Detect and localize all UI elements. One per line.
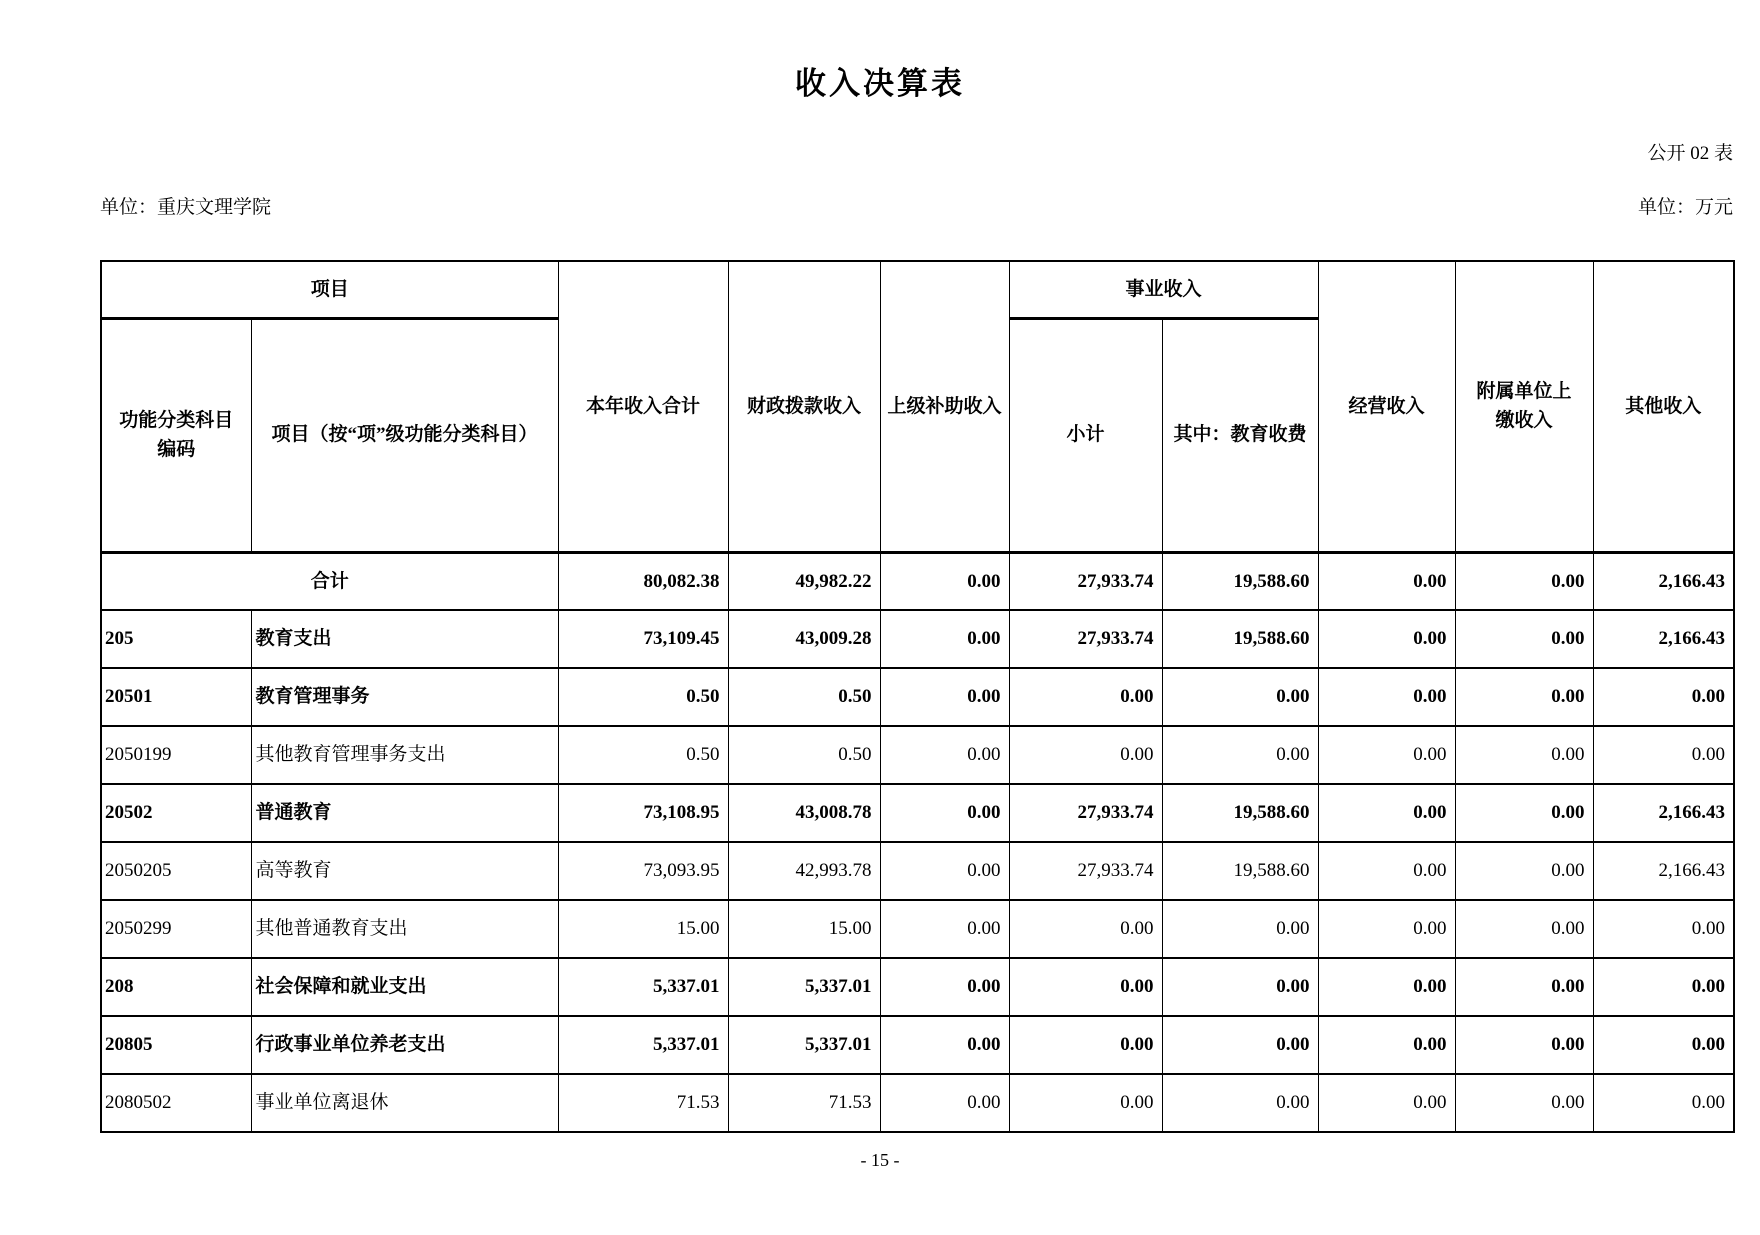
value-cell: 27,933.74 bbox=[1009, 610, 1162, 668]
value-cell: 0.00 bbox=[1455, 610, 1593, 668]
value-cell: 27,933.74 bbox=[1009, 842, 1162, 900]
function-code-cell: 2080502 bbox=[101, 1074, 251, 1132]
header-annual-income-total: 本年收入合计 bbox=[558, 261, 728, 552]
header-superior-subsidy-income: 上级补助收入 bbox=[880, 261, 1009, 552]
function-code-cell: 205 bbox=[101, 610, 251, 668]
value-cell: 0.00 bbox=[1455, 958, 1593, 1016]
value-cell: 0.00 bbox=[1593, 958, 1734, 1016]
value-cell: 0.50 bbox=[558, 668, 728, 726]
value-cell: 0.00 bbox=[1455, 784, 1593, 842]
value-cell: 0.50 bbox=[558, 726, 728, 784]
value-cell: 19,588.60 bbox=[1162, 784, 1318, 842]
value-cell: 0.00 bbox=[1318, 1016, 1455, 1074]
value-cell: 0.00 bbox=[880, 842, 1009, 900]
income-statement-table bbox=[100, 260, 1735, 1133]
function-code-cell: 20805 bbox=[101, 1016, 251, 1074]
value-cell: 0.00 bbox=[1455, 1016, 1593, 1074]
value-cell: 0.00 bbox=[1162, 726, 1318, 784]
value-cell: 0.00 bbox=[1009, 900, 1162, 958]
header-education-fees: 其中：教育收费 bbox=[1162, 318, 1318, 552]
header-operating-income: 经营收入 bbox=[1318, 261, 1455, 552]
value-cell: 42,993.78 bbox=[728, 842, 880, 900]
value-cell: 0.00 bbox=[1318, 958, 1455, 1016]
value-cell: 0.00 bbox=[880, 552, 1009, 610]
value-cell: 0.00 bbox=[880, 668, 1009, 726]
value-cell: 0.00 bbox=[1009, 1074, 1162, 1132]
table-row bbox=[101, 1016, 1734, 1074]
header-fiscal-allocation-income: 财政拨款收入 bbox=[728, 261, 880, 552]
table-row bbox=[101, 1074, 1734, 1132]
value-cell: 0.00 bbox=[1593, 726, 1734, 784]
value-cell: 0.00 bbox=[1593, 1016, 1734, 1074]
value-cell: 0.00 bbox=[880, 784, 1009, 842]
value-cell: 0.00 bbox=[880, 1016, 1009, 1074]
value-cell: 5,337.01 bbox=[558, 958, 728, 1016]
value-cell: 0.00 bbox=[1162, 1016, 1318, 1074]
item-name-cell: 教育管理事务 bbox=[251, 668, 558, 726]
value-cell: 0.00 bbox=[880, 958, 1009, 1016]
value-cell: 0.00 bbox=[1162, 900, 1318, 958]
function-code-cell: 20502 bbox=[101, 784, 251, 842]
header-other-income: 其他收入 bbox=[1593, 261, 1734, 552]
header-subtotal: 小计 bbox=[1009, 318, 1162, 552]
value-cell: 5,337.01 bbox=[728, 958, 880, 1016]
unit-info-row bbox=[100, 192, 1733, 219]
header-project-group: 项目 bbox=[101, 261, 558, 318]
value-cell: 0.00 bbox=[1455, 842, 1593, 900]
item-name-cell: 事业单位离退休 bbox=[251, 1074, 558, 1132]
value-cell: 0.50 bbox=[728, 726, 880, 784]
form-code-label: 公开 02 表 bbox=[1647, 143, 1733, 164]
table-row bbox=[101, 552, 1734, 610]
value-cell: 5,337.01 bbox=[558, 1016, 728, 1074]
value-cell: 0.00 bbox=[1162, 668, 1318, 726]
item-name-cell: 教育支出 bbox=[251, 610, 558, 668]
value-cell: 0.00 bbox=[1455, 900, 1593, 958]
unit-name-label: 单位：重庆文理学院 bbox=[100, 197, 272, 218]
value-cell: 19,588.60 bbox=[1162, 610, 1318, 668]
value-cell: 0.50 bbox=[728, 668, 880, 726]
value-cell: 0.00 bbox=[1009, 668, 1162, 726]
header-affiliated-unit-income: 附属单位上缴收入 bbox=[1455, 261, 1593, 552]
value-cell: 0.00 bbox=[1318, 1074, 1455, 1132]
value-cell: 49,982.22 bbox=[728, 552, 880, 610]
value-cell: 43,008.78 bbox=[728, 784, 880, 842]
value-cell: 2,166.43 bbox=[1593, 784, 1734, 842]
table-row bbox=[101, 610, 1734, 668]
value-cell: 80,082.38 bbox=[558, 552, 728, 610]
value-cell: 15.00 bbox=[728, 900, 880, 958]
value-cell: 0.00 bbox=[1455, 552, 1593, 610]
value-cell: 2,166.43 bbox=[1593, 552, 1734, 610]
item-name-cell: 其他普通教育支出 bbox=[251, 900, 558, 958]
header-function-code: 功能分类科目编码 bbox=[101, 318, 251, 552]
value-cell: 27,933.74 bbox=[1009, 784, 1162, 842]
function-code-cell: 2050205 bbox=[101, 842, 251, 900]
value-cell: 0.00 bbox=[1009, 958, 1162, 1016]
unit-measure-label: 单位：万元 bbox=[1637, 197, 1733, 218]
value-cell: 43,009.28 bbox=[728, 610, 880, 668]
table-row bbox=[101, 668, 1734, 726]
value-cell: 0.00 bbox=[1009, 726, 1162, 784]
function-code-cell: 208 bbox=[101, 958, 251, 1016]
value-cell: 0.00 bbox=[880, 610, 1009, 668]
value-cell: 0.00 bbox=[1318, 900, 1455, 958]
value-cell: 0.00 bbox=[1318, 726, 1455, 784]
value-cell: 2,166.43 bbox=[1593, 842, 1734, 900]
row-total-label: 合计 bbox=[101, 552, 558, 610]
value-cell: 0.00 bbox=[1593, 900, 1734, 958]
value-cell: 19,588.60 bbox=[1162, 842, 1318, 900]
item-name-cell: 高等教育 bbox=[251, 842, 558, 900]
value-cell: 2,166.43 bbox=[1593, 610, 1734, 668]
value-cell: 5,337.01 bbox=[728, 1016, 880, 1074]
function-code-cell: 2050199 bbox=[101, 726, 251, 784]
value-cell: 15.00 bbox=[558, 900, 728, 958]
table-row bbox=[101, 726, 1734, 784]
value-cell: 0.00 bbox=[1455, 726, 1593, 784]
value-cell: 0.00 bbox=[1318, 552, 1455, 610]
value-cell: 71.53 bbox=[558, 1074, 728, 1132]
table-row bbox=[101, 842, 1734, 900]
value-cell: 19,588.60 bbox=[1162, 552, 1318, 610]
value-cell: 0.00 bbox=[880, 900, 1009, 958]
function-code-cell: 2050299 bbox=[101, 900, 251, 958]
header-business-income-group: 事业收入 bbox=[1009, 261, 1318, 318]
value-cell: 0.00 bbox=[1318, 842, 1455, 900]
value-cell: 73,093.95 bbox=[558, 842, 728, 900]
value-cell: 73,108.95 bbox=[558, 784, 728, 842]
value-cell: 0.00 bbox=[1593, 1074, 1734, 1132]
value-cell: 0.00 bbox=[1318, 668, 1455, 726]
value-cell: 0.00 bbox=[1162, 958, 1318, 1016]
value-cell: 0.00 bbox=[1318, 610, 1455, 668]
header-row-1 bbox=[101, 261, 1734, 318]
value-cell: 0.00 bbox=[880, 1074, 1009, 1132]
page-number: - 15 - bbox=[860, 1150, 900, 1170]
table-row bbox=[101, 784, 1734, 842]
value-cell: 0.00 bbox=[880, 726, 1009, 784]
value-cell: 0.00 bbox=[1593, 668, 1734, 726]
table-row bbox=[101, 958, 1734, 1016]
value-cell: 0.00 bbox=[1009, 1016, 1162, 1074]
value-cell: 0.00 bbox=[1318, 784, 1455, 842]
item-name-cell: 普通教育 bbox=[251, 784, 558, 842]
value-cell: 27,933.74 bbox=[1009, 552, 1162, 610]
value-cell: 0.00 bbox=[1162, 1074, 1318, 1132]
function-code-cell: 20501 bbox=[101, 668, 251, 726]
item-name-cell: 其他教育管理事务支出 bbox=[251, 726, 558, 784]
value-cell: 0.00 bbox=[1455, 1074, 1593, 1132]
value-cell: 73,109.45 bbox=[558, 610, 728, 668]
item-name-cell: 行政事业单位养老支出 bbox=[251, 1016, 558, 1074]
value-cell: 0.00 bbox=[1455, 668, 1593, 726]
value-cell: 71.53 bbox=[728, 1074, 880, 1132]
page-title: 收入决算表 bbox=[795, 66, 965, 101]
table-row bbox=[101, 900, 1734, 958]
item-name-cell: 社会保障和就业支出 bbox=[251, 958, 558, 1016]
header-item: 项目（按“项”级功能分类科目） bbox=[251, 318, 558, 552]
